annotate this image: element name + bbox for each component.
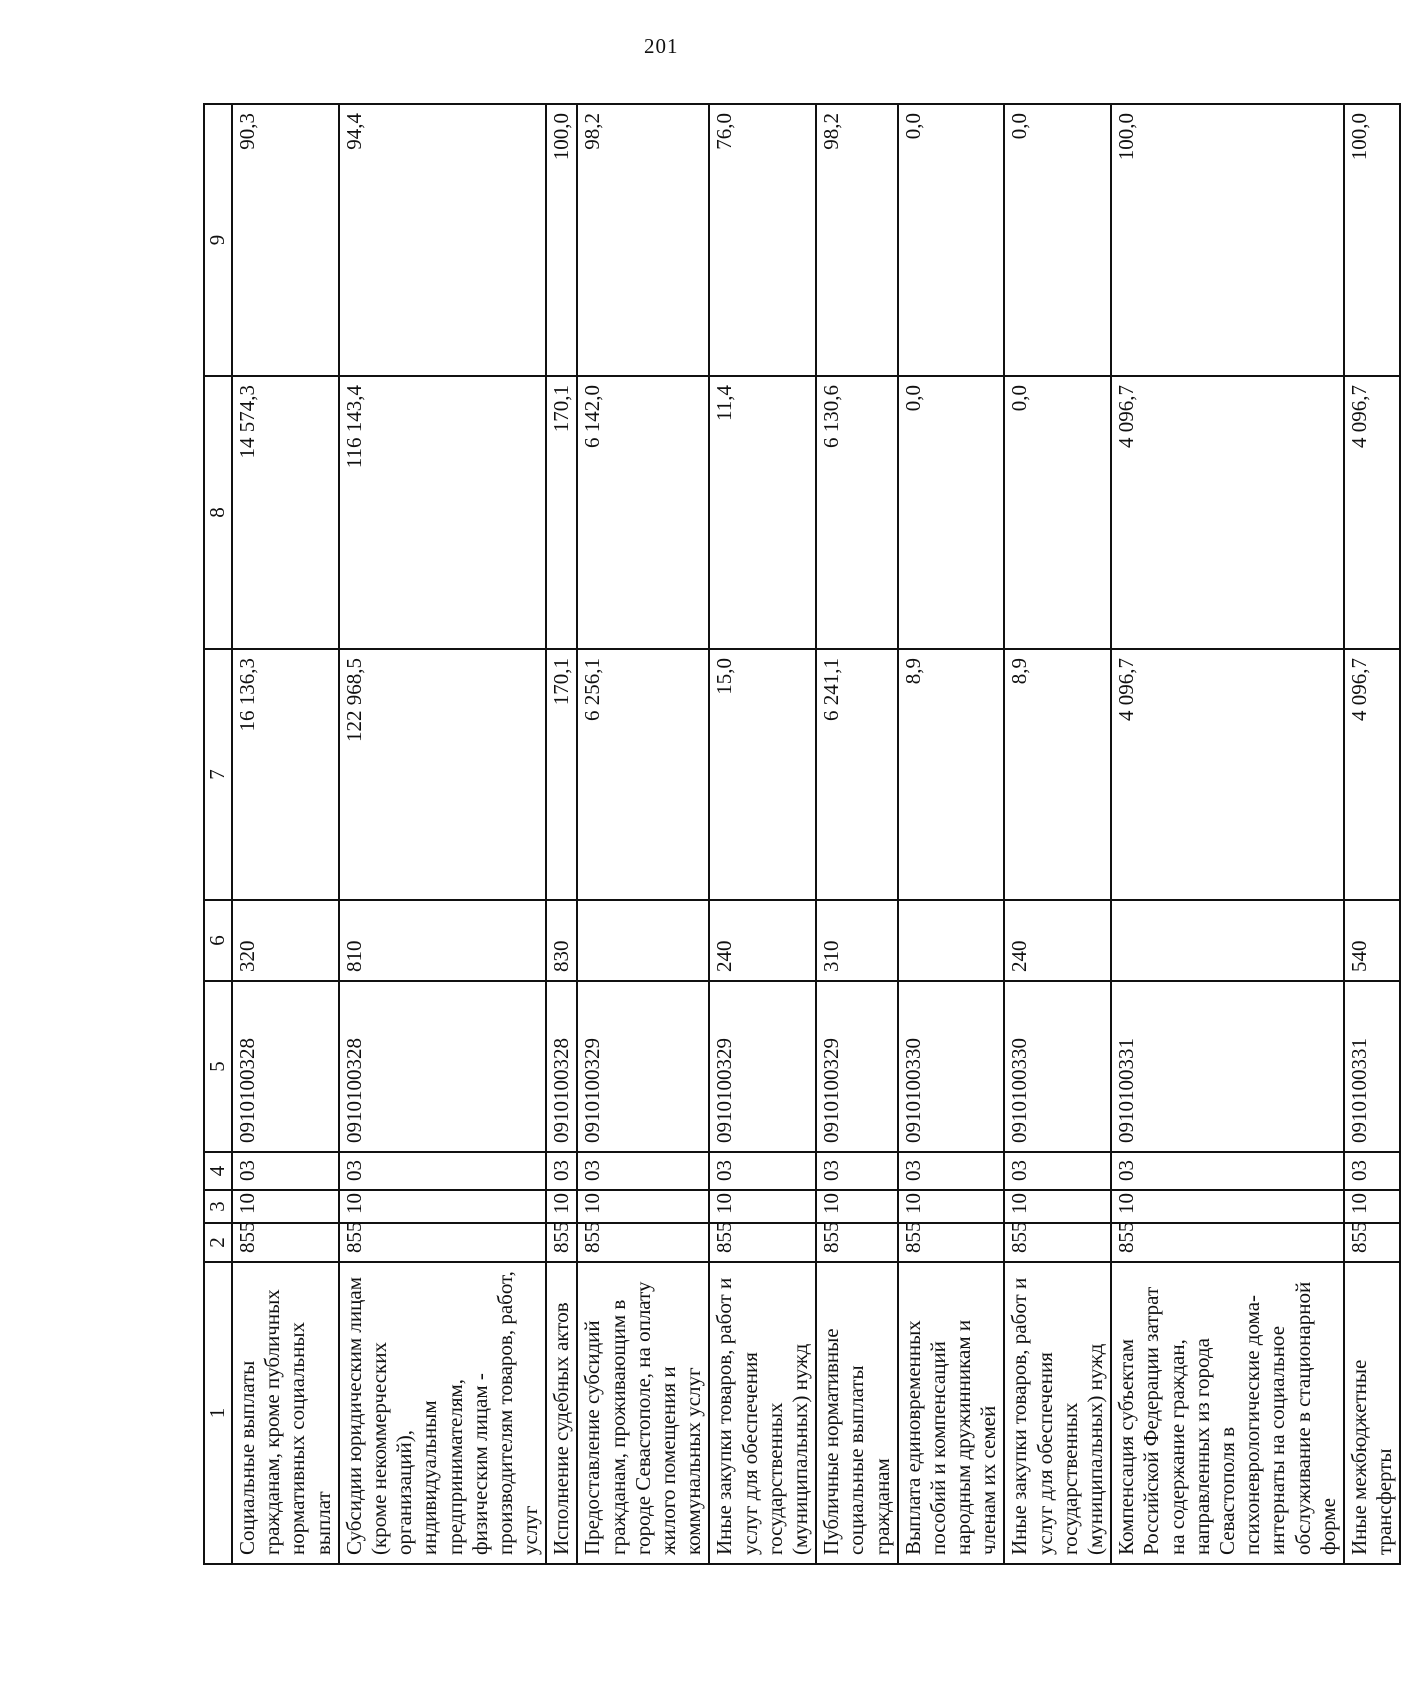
table-cell: 4 096,7 bbox=[1111, 649, 1344, 900]
row-description: Социальные выплаты гражданам, кроме публичных нормативных социальных выплат bbox=[232, 1262, 339, 1564]
column-header: 9 bbox=[204, 104, 232, 376]
table-cell: 03 bbox=[577, 1152, 709, 1190]
column-header: 3 bbox=[204, 1190, 232, 1223]
table-cell: 10 bbox=[339, 1190, 547, 1223]
table-row bbox=[546, 104, 577, 1564]
column-header: 2 bbox=[204, 1223, 232, 1262]
table-cell: 116 143,4 bbox=[339, 376, 547, 649]
table-cell: 03 bbox=[898, 1152, 1005, 1190]
table-cell: 98,2 bbox=[577, 104, 709, 376]
table-cell: 8,9 bbox=[1004, 649, 1111, 900]
table-cell: 0910100329 bbox=[816, 981, 898, 1152]
row-description: Исполнение судебных актов bbox=[546, 1262, 577, 1564]
table-cell: 855 bbox=[232, 1223, 339, 1262]
column-header: 6 bbox=[204, 900, 232, 981]
column-header: 7 bbox=[204, 649, 232, 900]
table-cell bbox=[1111, 900, 1344, 981]
table-cell: 11,4 bbox=[709, 376, 816, 649]
table-cell: 855 bbox=[339, 1223, 547, 1262]
table-cell: 0,0 bbox=[1004, 376, 1111, 649]
table-cell: 03 bbox=[816, 1152, 898, 1190]
table-cell: 100,0 bbox=[1111, 104, 1344, 376]
column-header: 5 bbox=[204, 981, 232, 1152]
table-cell: 0910100329 bbox=[709, 981, 816, 1152]
table-cell: 10 bbox=[709, 1190, 816, 1223]
table-cell: 10 bbox=[898, 1190, 1005, 1223]
table-row bbox=[709, 104, 816, 1564]
table-cell: 8,9 bbox=[898, 649, 1005, 900]
table-row bbox=[577, 104, 709, 1564]
table-cell: 0910100330 bbox=[1004, 981, 1111, 1152]
table-cell: 90,3 bbox=[232, 104, 339, 376]
column-header: 1 bbox=[204, 1262, 232, 1564]
table-cell: 170,1 bbox=[546, 649, 577, 900]
table-cell: 855 bbox=[898, 1223, 1005, 1262]
table-cell: 100,0 bbox=[1344, 104, 1400, 376]
table-cell: 03 bbox=[546, 1152, 577, 1190]
table-cell: 10 bbox=[546, 1190, 577, 1223]
table-cell: 0910100331 bbox=[1111, 981, 1344, 1152]
row-description: Иные закупки товаров, работ и услуг для обеспечения государственных (муниципальных) нужд bbox=[1004, 1262, 1111, 1564]
table-cell: 10 bbox=[1004, 1190, 1111, 1223]
table-cell bbox=[898, 900, 1005, 981]
page-number: 201 bbox=[644, 34, 679, 58]
column-header: 8 bbox=[204, 376, 232, 649]
table-cell: 0,0 bbox=[1004, 104, 1111, 376]
row-description: Публичные нормативные социальные выплаты гражданам bbox=[816, 1262, 898, 1564]
table-row bbox=[816, 104, 898, 1564]
header-row bbox=[204, 104, 232, 1564]
table-row bbox=[1344, 104, 1400, 1564]
table-cell: 170,1 bbox=[546, 376, 577, 649]
table-cell: 15,0 bbox=[709, 649, 816, 900]
table-cell: 855 bbox=[1004, 1223, 1111, 1262]
table-cell: 03 bbox=[1344, 1152, 1400, 1190]
row-description: Иные межбюджетные трансферты bbox=[1344, 1262, 1400, 1564]
table-cell: 855 bbox=[546, 1223, 577, 1262]
table-cell: 0910100330 bbox=[898, 981, 1005, 1152]
table-cell: 855 bbox=[709, 1223, 816, 1262]
rotated-table-container bbox=[203, 105, 1397, 1565]
table-cell: 0910100328 bbox=[546, 981, 577, 1152]
table-cell: 310 bbox=[816, 900, 898, 981]
column-header: 4 bbox=[204, 1152, 232, 1190]
table-cell: 4 096,7 bbox=[1344, 649, 1400, 900]
table-cell: 16 136,3 bbox=[232, 649, 339, 900]
budget-table bbox=[203, 103, 1401, 1565]
table-cell: 855 bbox=[1344, 1223, 1400, 1262]
table-cell: 0910100328 bbox=[232, 981, 339, 1152]
table-cell: 03 bbox=[1004, 1152, 1111, 1190]
table-cell: 0910100328 bbox=[339, 981, 547, 1152]
row-description: Компенсация субъектам Российской Федерации затрат на содержание граждан, направленных из города Севастополя в психоневрологические дома-интернаты на социальное обслуживание в стационарной форме bbox=[1111, 1262, 1344, 1564]
table-cell: 0910100331 bbox=[1344, 981, 1400, 1152]
table-row bbox=[1111, 104, 1344, 1564]
row-description: Выплата единовременных пособий и компенсаций народным дружинникам и членам их семей bbox=[898, 1262, 1005, 1564]
table-cell: 98,2 bbox=[816, 104, 898, 376]
table-cell: 240 bbox=[1004, 900, 1111, 981]
table-cell bbox=[577, 900, 709, 981]
table-cell: 6 256,1 bbox=[577, 649, 709, 900]
table-cell: 0,0 bbox=[898, 104, 1005, 376]
table-cell: 94,4 bbox=[339, 104, 547, 376]
table-cell: 240 bbox=[709, 900, 816, 981]
table-cell: 0,0 bbox=[898, 376, 1005, 649]
table-cell: 830 bbox=[546, 900, 577, 981]
table-cell: 03 bbox=[339, 1152, 547, 1190]
table-cell: 6 130,6 bbox=[816, 376, 898, 649]
table-cell: 10 bbox=[577, 1190, 709, 1223]
table-cell: 855 bbox=[1111, 1223, 1344, 1262]
table-cell: 10 bbox=[1111, 1190, 1344, 1223]
table-cell: 6 142,0 bbox=[577, 376, 709, 649]
table-cell: 76,0 bbox=[709, 104, 816, 376]
table-cell: 10 bbox=[1344, 1190, 1400, 1223]
row-description: Иные закупки товаров, работ и услуг для обеспечения государственных (муниципальных) нужд bbox=[709, 1262, 816, 1564]
table-cell: 810 bbox=[339, 900, 547, 981]
table-cell: 122 968,5 bbox=[339, 649, 547, 900]
row-description: Предоставление субсидий гражданам, проживающим в городе Севастополе, на оплату жилого помещения и коммунальных услуг bbox=[577, 1262, 709, 1564]
table-cell: 14 574,3 bbox=[232, 376, 339, 649]
table-cell: 4 096,7 bbox=[1344, 376, 1400, 649]
rotated-table-area bbox=[203, 105, 1397, 1565]
table-row bbox=[1004, 104, 1111, 1564]
table-cell: 03 bbox=[232, 1152, 339, 1190]
table-cell: 03 bbox=[709, 1152, 816, 1190]
table-cell: 4 096,7 bbox=[1111, 376, 1344, 649]
table-cell: 540 bbox=[1344, 900, 1400, 981]
table-cell: 10 bbox=[816, 1190, 898, 1223]
table-cell: 855 bbox=[816, 1223, 898, 1262]
table-cell: 03 bbox=[1111, 1152, 1344, 1190]
table-cell: 6 241,1 bbox=[816, 649, 898, 900]
table-row bbox=[232, 104, 339, 1564]
table-cell: 320 bbox=[232, 900, 339, 981]
table-cell: 0910100329 bbox=[577, 981, 709, 1152]
table-cell: 100,0 bbox=[546, 104, 577, 376]
table-row bbox=[339, 104, 547, 1564]
table-row bbox=[898, 104, 1005, 1564]
row-description: Субсидии юридическим лицам (кроме некоммерческих организаций), индивидуальным предпринимателям, физическим лицам - производителям товаров, работ, услуг bbox=[339, 1262, 547, 1564]
table-cell: 10 bbox=[232, 1190, 339, 1223]
table-cell: 855 bbox=[577, 1223, 709, 1262]
